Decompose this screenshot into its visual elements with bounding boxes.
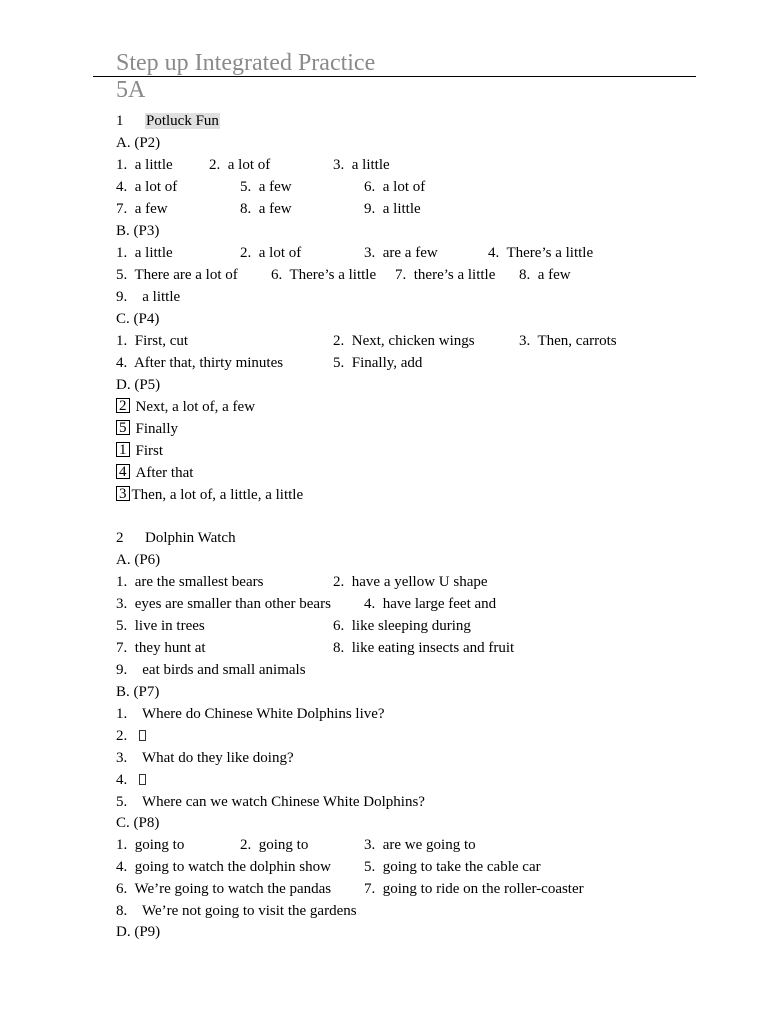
unit2-section-a-label: A. (P6): [116, 552, 161, 568]
header-title-line1: Step up Integrated Practice: [116, 50, 376, 76]
list-item: 9. a little: [364, 201, 421, 217]
unit2-section-c-label: C. (P8): [116, 815, 160, 831]
list-item: 1. Where do Chinese White Dolphins live?: [116, 706, 385, 722]
list-item: 3. What do they like doing?: [116, 750, 294, 766]
unit1-section-a-label: A. (P2): [116, 135, 161, 151]
list-item: 3. are we going to: [364, 837, 476, 853]
list-item: 4. a lot of: [116, 179, 178, 195]
list-item: 5. live in trees: [116, 618, 205, 634]
list-item: 8. a few: [519, 267, 571, 283]
list-item: 4. There’s a little: [488, 245, 594, 261]
list-item: 6. a lot of: [364, 179, 426, 195]
list-item: 4. have large feet and: [364, 596, 497, 612]
unit2-section-d-label: D. (P9): [116, 924, 161, 940]
order-number-box: 2: [116, 398, 130, 413]
list-item: 3. Then, carrots: [519, 333, 617, 349]
header-divider: [93, 76, 696, 77]
list-item: 4. going to watch the dolphin show: [116, 859, 331, 875]
list-item: 7. going to ride on the roller-coaster: [364, 881, 584, 897]
list-item: 2. Next, chicken wings: [333, 333, 475, 349]
list-item: 1. First, cut: [116, 333, 189, 349]
ordering-item: 5 Finally: [116, 420, 178, 438]
list-item: 1. going to: [116, 837, 185, 853]
list-item: 5. There are a lot of: [116, 267, 238, 283]
list-item: 6. like sleeping during: [333, 618, 471, 634]
ordering-item: 4 After that: [116, 464, 193, 482]
list-item: 5. a few: [240, 179, 292, 195]
order-number-box: 1: [116, 442, 130, 457]
list-item: 1. a little: [116, 245, 173, 261]
list-item: 1. are the smallest bears: [116, 574, 264, 590]
unit2-title: Dolphin Watch: [145, 530, 236, 546]
unit1-section-d-label: D. (P5): [116, 377, 161, 393]
list-item: 3. a little: [333, 157, 390, 173]
header-title-line2: 5A: [116, 77, 146, 103]
unit2-heading: [116, 529, 236, 547]
list-item: 5. Where can we watch Chinese White Dolphins?: [116, 794, 425, 810]
unit1-section-b-label: B. (P3): [116, 223, 160, 239]
list-item: 7. a few: [116, 201, 168, 217]
list-item: 5. going to take the cable car: [364, 859, 541, 875]
list-item: 6. There’s a little: [271, 267, 377, 283]
list-item: 2. a lot of: [209, 157, 271, 173]
list-item: 1. a little: [116, 157, 173, 173]
missing-glyph-icon: [139, 774, 146, 785]
order-number-box: 4: [116, 464, 130, 479]
order-number-box: 3: [116, 486, 130, 501]
list-item: 2.: [116, 727, 146, 745]
unit1-heading: [116, 112, 220, 130]
order-number-box: 5: [116, 420, 130, 435]
list-item: 9. eat birds and small animals: [116, 662, 306, 678]
unit1-title: Potluck Fun: [146, 113, 219, 129]
list-item: 3. eyes are smaller than other bears: [116, 596, 331, 612]
list-item: 2. have a yellow U shape: [333, 574, 488, 590]
list-item: 8. a few: [240, 201, 292, 217]
list-item: 4.: [116, 771, 146, 789]
unit2-number: 2: [116, 530, 124, 546]
list-item: 2. going to: [240, 837, 309, 853]
unit1-number: 1: [116, 113, 124, 129]
list-item: 2. a lot of: [240, 245, 302, 261]
list-item: 8. like eating insects and fruit: [333, 640, 515, 656]
list-item: 9. a little: [116, 289, 181, 305]
list-item: 8. We’re not going to visit the gardens: [116, 903, 357, 919]
list-item: 5. Finally, add: [333, 355, 423, 371]
list-item: 6. We’re going to watch the pandas: [116, 881, 332, 897]
ordering-item: 2 Next, a lot of, a few: [116, 398, 255, 416]
list-item: 3. are a few: [364, 245, 438, 261]
unit1-section-c-label: C. (P4): [116, 311, 160, 327]
ordering-item: 3 Then, a lot of, a little, a little: [116, 486, 303, 504]
missing-glyph-icon: [139, 730, 146, 741]
list-item: 7. they hunt at: [116, 640, 206, 656]
list-item: 7. there’s a little: [395, 267, 496, 283]
document-header: [116, 50, 375, 104]
ordering-item: 1 First: [116, 442, 163, 460]
unit2-section-b-label: B. (P7): [116, 684, 160, 700]
list-item: 4. After that, thirty minutes: [116, 355, 284, 371]
